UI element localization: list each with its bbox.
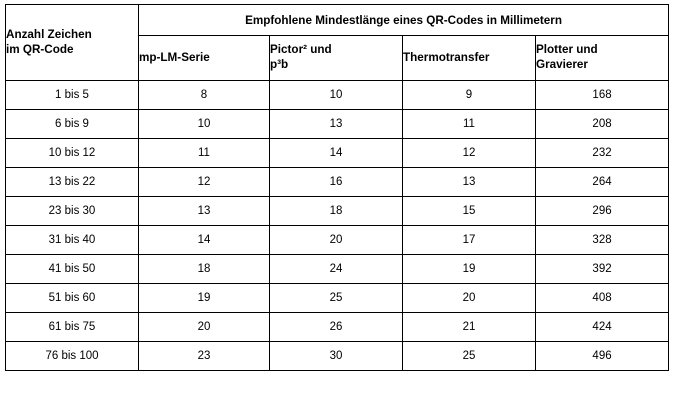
cell-plotter-gravierer: 424 xyxy=(536,313,669,342)
table-row xyxy=(6,342,669,371)
column-header-line2: p³b xyxy=(270,58,289,71)
cell-thermotransfer: 21 xyxy=(403,313,536,342)
row-label: 41 bis 50 xyxy=(6,255,139,284)
cell-mp-lm-serie: 23 xyxy=(139,342,270,371)
table-row xyxy=(6,139,669,168)
cell-plotter-gravierer: 328 xyxy=(536,226,669,255)
cell-plotter-gravierer: 296 xyxy=(536,197,669,226)
cell-plotter-gravierer: 264 xyxy=(536,168,669,197)
spanning-header: Empfohlene Mindestlänge eines QR-Codes in Millimetern xyxy=(139,5,669,36)
column-header-line1: Thermotransfer xyxy=(403,50,490,64)
cell-mp-lm-serie: 13 xyxy=(139,197,270,226)
row-header-line1: Anzahl Zeichen xyxy=(6,27,92,41)
row-label: 1 bis 5 xyxy=(6,81,139,110)
row-label: 31 bis 40 xyxy=(6,226,139,255)
cell-thermotransfer: 25 xyxy=(403,342,536,371)
row-label: 23 bis 30 xyxy=(6,197,139,226)
cell-mp-lm-serie: 11 xyxy=(139,139,270,168)
cell-mp-lm-serie: 8 xyxy=(139,81,270,110)
table-row xyxy=(6,168,669,197)
row-header-cell xyxy=(6,5,139,81)
cell-thermotransfer: 9 xyxy=(403,81,536,110)
cell-plotter-gravierer: 392 xyxy=(536,255,669,284)
cell-mp-lm-serie: 14 xyxy=(139,226,270,255)
cell-thermotransfer: 11 xyxy=(403,110,536,139)
cell-plotter-gravierer: 208 xyxy=(536,110,669,139)
cell-pictor-p3b: 24 xyxy=(270,255,403,284)
cell-pictor-p3b: 30 xyxy=(270,342,403,371)
row-label: 13 bis 22 xyxy=(6,168,139,197)
row-label: 61 bis 75 xyxy=(6,313,139,342)
row-label: 51 bis 60 xyxy=(6,284,139,313)
row-label: 10 bis 12 xyxy=(6,139,139,168)
column-header-thermotransfer xyxy=(403,36,536,81)
row-label: 76 bis 100 xyxy=(6,342,139,371)
cell-pictor-p3b: 25 xyxy=(270,284,403,313)
row-header-line2: im QR-Code xyxy=(6,42,74,56)
column-header-line2: Gravierer xyxy=(536,58,588,71)
cell-thermotransfer: 12 xyxy=(403,139,536,168)
cell-mp-lm-serie: 20 xyxy=(139,313,270,342)
cell-thermotransfer: 13 xyxy=(403,168,536,197)
table-row xyxy=(6,313,669,342)
column-header-line1: Pictor² und xyxy=(270,43,332,57)
cell-plotter-gravierer: 232 xyxy=(536,139,669,168)
cell-mp-lm-serie: 10 xyxy=(139,110,270,139)
cell-pictor-p3b: 14 xyxy=(270,139,403,168)
cell-thermotransfer: 20 xyxy=(403,284,536,313)
cell-pictor-p3b: 26 xyxy=(270,313,403,342)
cell-plotter-gravierer: 408 xyxy=(536,284,669,313)
table-header-row-top xyxy=(6,5,669,36)
table-row xyxy=(6,110,669,139)
cell-plotter-gravierer: 168 xyxy=(536,81,669,110)
table-row xyxy=(6,81,669,110)
cell-thermotransfer: 17 xyxy=(403,226,536,255)
cell-pictor-p3b: 13 xyxy=(270,110,403,139)
cell-pictor-p3b: 16 xyxy=(270,168,403,197)
cell-pictor-p3b: 10 xyxy=(270,81,403,110)
qr-code-length-table xyxy=(5,4,669,371)
table-row xyxy=(6,226,669,255)
row-label: 6 bis 9 xyxy=(6,110,139,139)
column-header-pictor-p3b xyxy=(270,36,403,81)
cell-mp-lm-serie: 18 xyxy=(139,255,270,284)
cell-mp-lm-serie: 19 xyxy=(139,284,270,313)
table-row xyxy=(6,197,669,226)
column-header-mp-lm-serie xyxy=(139,36,270,81)
cell-thermotransfer: 19 xyxy=(403,255,536,284)
column-header-line1: mp-LM-Serie xyxy=(139,50,210,64)
cell-pictor-p3b: 20 xyxy=(270,226,403,255)
cell-mp-lm-serie: 12 xyxy=(139,168,270,197)
cell-plotter-gravierer: 496 xyxy=(536,342,669,371)
cell-pictor-p3b: 18 xyxy=(270,197,403,226)
column-header-plotter-gravierer xyxy=(536,36,669,81)
table-row xyxy=(6,284,669,313)
table-row xyxy=(6,255,669,284)
cell-thermotransfer: 15 xyxy=(403,197,536,226)
column-header-line1: Plotter und xyxy=(536,43,598,57)
